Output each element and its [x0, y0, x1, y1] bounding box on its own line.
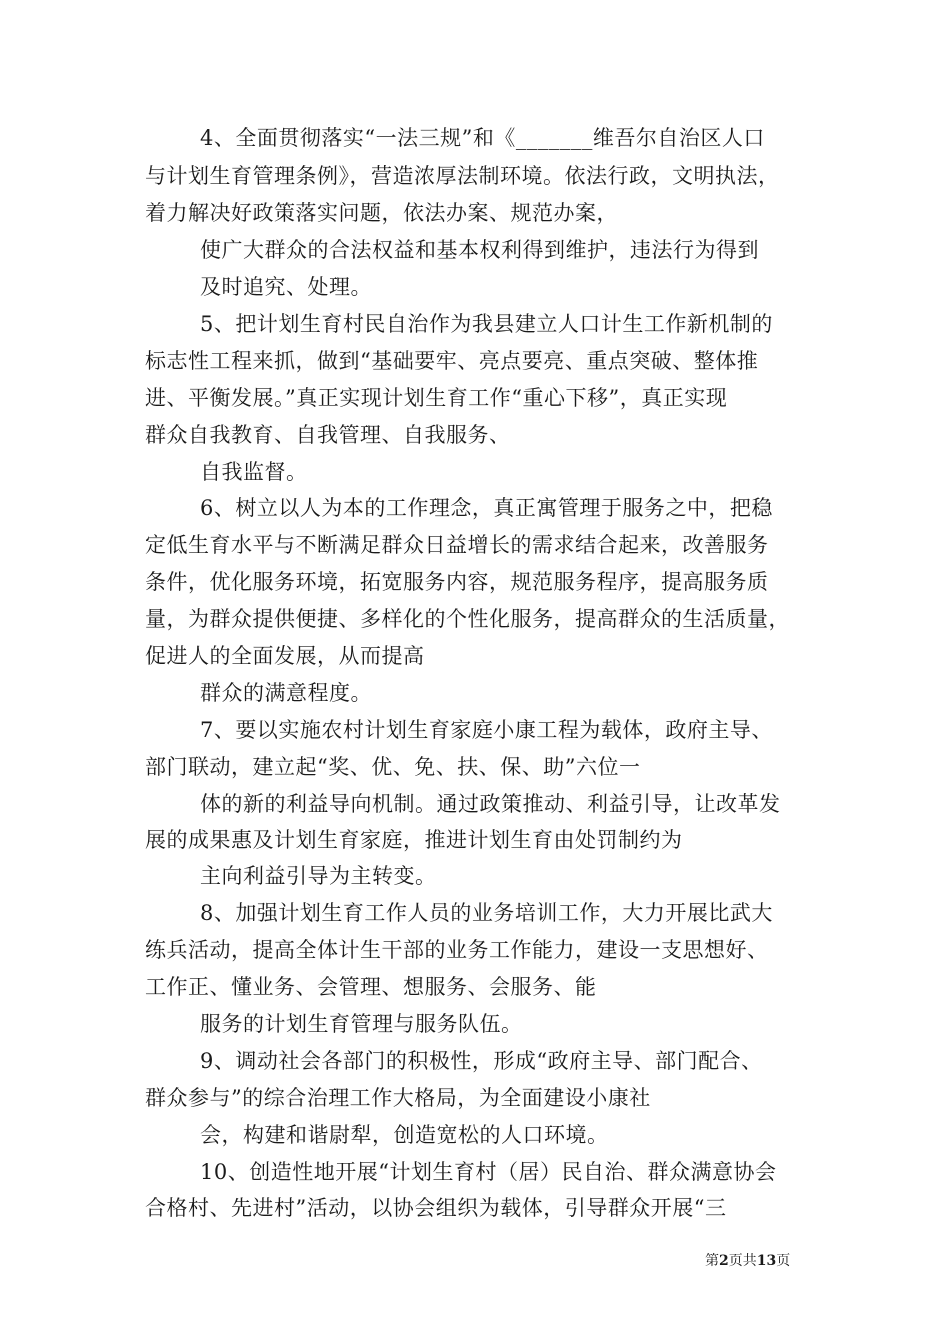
text-line: 5、把计划生育村民自治作为我县建立人口计生工作新机制的	[200, 312, 773, 336]
text-line: 合格村、先进村”活动，以协会组织为载体，引导群众开展“三	[145, 1196, 727, 1220]
footer-middle: 页共	[728, 1253, 757, 1269]
total-page-count: 13	[756, 1253, 777, 1269]
text-line: 工作正、懂业务、会管理、想服务、会服务、能	[145, 975, 597, 999]
text-line: 部门联动，建立起“奖、优、免、扶、保、助”六位一	[145, 755, 641, 779]
footer-suffix: 页	[776, 1253, 791, 1269]
text-line: 自我监督。	[200, 460, 308, 484]
text-line: 进、平衡发展。”真正实现计划生育工作“重心下移”，真正实现	[145, 386, 728, 410]
footer-prefix: 第	[705, 1253, 719, 1269]
text-line: 群众的满意程度。	[200, 681, 372, 705]
text-line: 会，构建和谐尉犁，创造宽松的人口环境。	[200, 1123, 609, 1147]
text-line: 展的成果惠及计划生育家庭，推进计划生育由处罚制约为	[145, 828, 683, 852]
text-line: 及时追究、处理。	[200, 275, 372, 299]
text-line: 7、要以实施农村计划生育家庭小康工程为载体，政府主导、	[200, 718, 773, 742]
text-line: 6、树立以人为本的工作理念，真正寓管理于服务之中，把稳	[200, 496, 773, 520]
text-line: 群众自我教育、自我管理、自我服务、	[145, 423, 511, 447]
page-number-footer	[705, 1253, 790, 1269]
text-line: 量，为群众提供便捷、多样化的个性化服务，提高群众的生活质量，	[145, 607, 790, 631]
text-line: 服务的计划生育管理与服务队伍。	[200, 1012, 523, 1036]
text-line: 8、加强计划生育工作人员的业务培训工作，大力开展比武大	[200, 901, 773, 925]
text-line: 练兵活动，提高全体计生干部的业务工作能力，建设一支思想好、	[145, 938, 769, 962]
text-line: 条件，优化服务环境，拓宽服务内容，规范服务程序，提高服务质	[145, 570, 769, 594]
current-page-number: 2	[719, 1253, 729, 1269]
text-line: 标志性工程来抓，做到“基础要牢、亮点要亮、重点突破、整体推	[145, 349, 759, 373]
text-line: 与计划生育管理条例》，营造浓厚法制环境。依法行政，文明执法，	[145, 164, 780, 188]
text-line: 4、全面贯彻落实“一法三规”和《_______维吾尔自治区人口	[200, 126, 765, 150]
text-line: 体的新的利益导向机制。通过政策推动、利益引导，让改革发	[200, 792, 781, 816]
text-line: 群众参与”的综合治理工作大格局，为全面建设小康社	[145, 1086, 651, 1110]
text-line: 着力解决好政策落实问题，依法办案、规范办案，	[145, 201, 618, 225]
text-line: 9、调动社会各部门的积极性，形成“政府主导、部门配合、	[200, 1049, 763, 1073]
text-line: 主向利益引导为主转变。	[200, 864, 437, 888]
text-line: 使广大群众的合法权益和基本权利得到维护，违法行为得到	[200, 238, 759, 262]
text-line: 促进人的全面发展，从而提高	[145, 644, 425, 668]
text-line: 定低生育水平与不断满足群众日益增长的需求结合起来，改善服务	[145, 533, 769, 557]
text-line: 10、创造性地开展“计划生育村（居）民自治、群众满意协会	[200, 1160, 777, 1184]
